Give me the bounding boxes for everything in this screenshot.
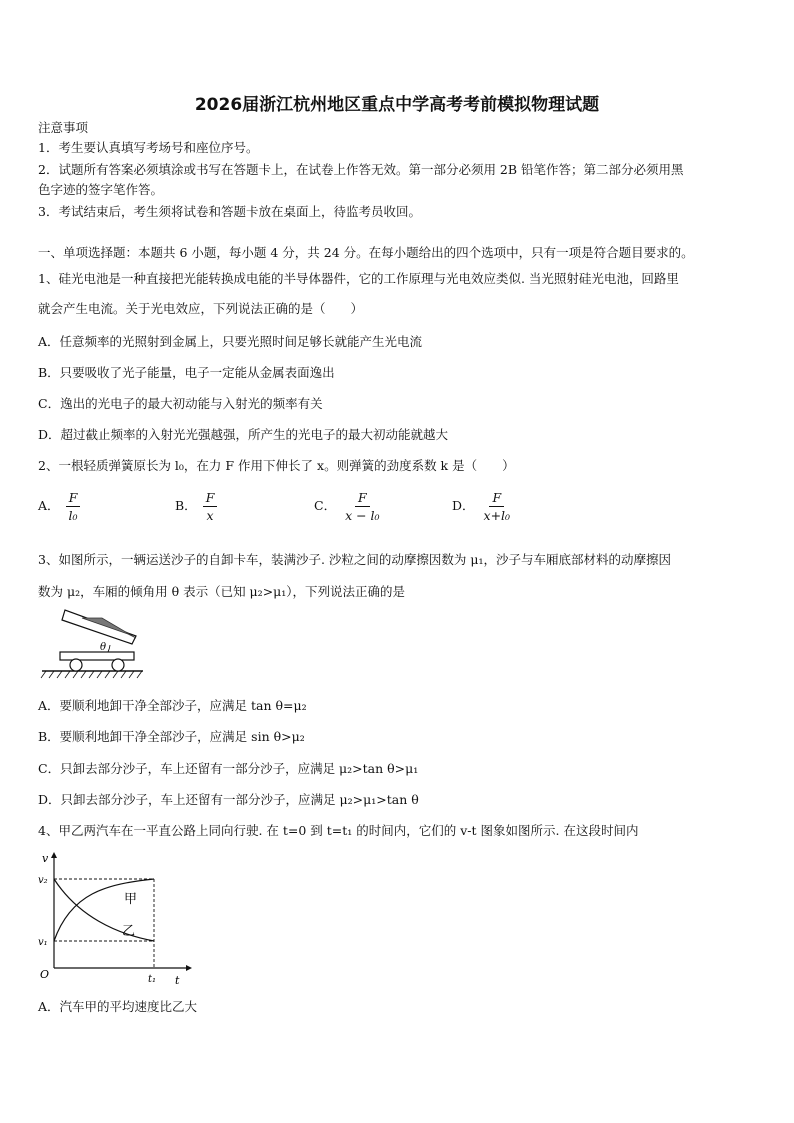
question-2-option-a xyxy=(38,490,81,523)
section-heading: 一、单项选择题：本题共 6 小题，每小题 4 分，共 24 分。在每小题给出的四个选项中，只有一项是符合题目要求的。 xyxy=(38,245,694,260)
question-3-option-d: D．只卸去部分沙子，车上还留有一部分沙子，应满足 μ₂>μ₁>tan θ xyxy=(38,792,419,807)
question-2-option-b xyxy=(175,490,217,523)
v2-label: v₂ xyxy=(38,875,48,886)
notice-item: 2．试题所有答案必须填涂或书写在答题卡上，在试卷上作答无效。第一部分必须用 2B 铅笔作答；第二部分必须用黑 xyxy=(38,162,684,177)
theta-label: θ xyxy=(100,642,107,653)
v-axis-arrow xyxy=(51,852,57,858)
fraction-denominator: x − l₀ xyxy=(345,508,380,523)
curve-jia-label: 甲 xyxy=(124,892,138,907)
question-1-option-d: D．超过截止频率的入射光光强越强，所产生的光电子的最大初动能就越大 xyxy=(38,427,449,442)
question-1-option-a: A．任意频率的光照射到金属上，只要光照时间足够长就能产生光电流 xyxy=(38,334,423,349)
truck-wheel xyxy=(70,659,82,671)
fraction xyxy=(203,490,218,523)
t-axis-label: t xyxy=(175,974,180,987)
fraction xyxy=(342,490,382,523)
truck-bed xyxy=(62,610,136,644)
notice-item: 色字迹的签字笔作答。 xyxy=(38,182,164,197)
v-axis-label: v xyxy=(42,852,49,865)
question-1-option-c: C．逸出的光电子的最大初动能与入射光的频率有关 xyxy=(38,396,323,411)
question-4-stem: 4、甲乙两汽车在一平直公路上同向行驶. 在 t=0 到 t=t₁ 的时间内，它们的 v-t 图象如图所示. 在这段时间内 xyxy=(38,823,639,838)
ground-hatch xyxy=(41,671,142,678)
fraction-denominator: x xyxy=(206,508,214,523)
question-3-stem: 数为 μ₂，车厢的倾角用 θ 表示（已知 μ₂>μ₁），下列说法正确的是 xyxy=(38,584,406,599)
question-2-option-c xyxy=(314,490,383,523)
fraction-numerator: F xyxy=(66,490,81,507)
dump-truck-figure xyxy=(38,606,148,682)
option-letter: A． xyxy=(38,498,60,513)
notice-heading: 注意事项 xyxy=(38,120,89,135)
question-3-option-b: B．要顺利地卸干净全部沙子，应满足 sin θ>μ₂ xyxy=(38,729,305,744)
question-3-option-a: A．要顺利地卸干净全部沙子，应满足 tan θ=μ₂ xyxy=(38,698,307,713)
fraction xyxy=(481,490,514,523)
fraction-denominator: x+l₀ xyxy=(483,508,511,523)
truck-wheel xyxy=(112,659,124,671)
notice-item: 3．考试结束后，考生须将试卷和答题卡放在桌面上，待监考员收回。 xyxy=(38,204,421,219)
question-3-option-c: C．只卸去部分沙子，车上还留有一部分沙子，应满足 μ₂>tan θ>μ₁ xyxy=(38,761,419,776)
curve-jia xyxy=(54,879,154,941)
t-axis-arrow xyxy=(186,965,192,971)
option-letter: C． xyxy=(314,498,337,513)
truck-chassis xyxy=(60,652,134,660)
vt-graph xyxy=(36,848,196,990)
question-2-stem: 2、一根轻质弹簧原长为 l₀，在力 F 作用下伸长了 x。则弹簧的劲度系数 k 是（ ） xyxy=(38,458,515,473)
fraction-numerator: F xyxy=(203,490,218,507)
t1-label: t₁ xyxy=(148,974,157,985)
curve-yi-label: 乙 xyxy=(122,924,136,939)
v1-label: v₁ xyxy=(38,937,48,948)
origin-label: O xyxy=(40,968,50,981)
notice-item: 1．考生要认真填写考场号和座位序号。 xyxy=(38,140,259,155)
option-letter: B． xyxy=(175,498,197,513)
fraction-numerator: F xyxy=(489,490,504,507)
fraction-denominator: l₀ xyxy=(68,508,78,523)
question-3-stem: 3、如图所示，一辆运送沙子的自卸卡车，装满沙子. 沙粒之间的动摩擦因数为 μ₁，沙子与车厢底部材料的动摩擦因 xyxy=(38,552,672,567)
question-1-stem: 1、硅光电池是一种直接把光能转换成电能的半导体器件，它的工作原理与光电效应类似. 当光照射硅光电池，回路里 xyxy=(38,271,679,286)
question-2-option-d xyxy=(452,490,513,523)
question-1-stem: 就会产生电流。关于光电效应，下列说法正确的是（ ） xyxy=(38,301,364,316)
question-4-option-a: A．汽车甲的平均速度比乙大 xyxy=(38,999,198,1014)
exam-title: 2026届浙江杭州地区重点中学高考考前模拟物理试题 xyxy=(194,95,600,115)
fraction-numerator: F xyxy=(355,490,370,507)
angle-arc xyxy=(108,645,110,652)
question-1-option-b: B．只要吸收了光子能量，电子一定能从金属表面逸出 xyxy=(38,365,335,380)
option-letter: D． xyxy=(452,498,475,513)
fraction xyxy=(66,490,81,523)
